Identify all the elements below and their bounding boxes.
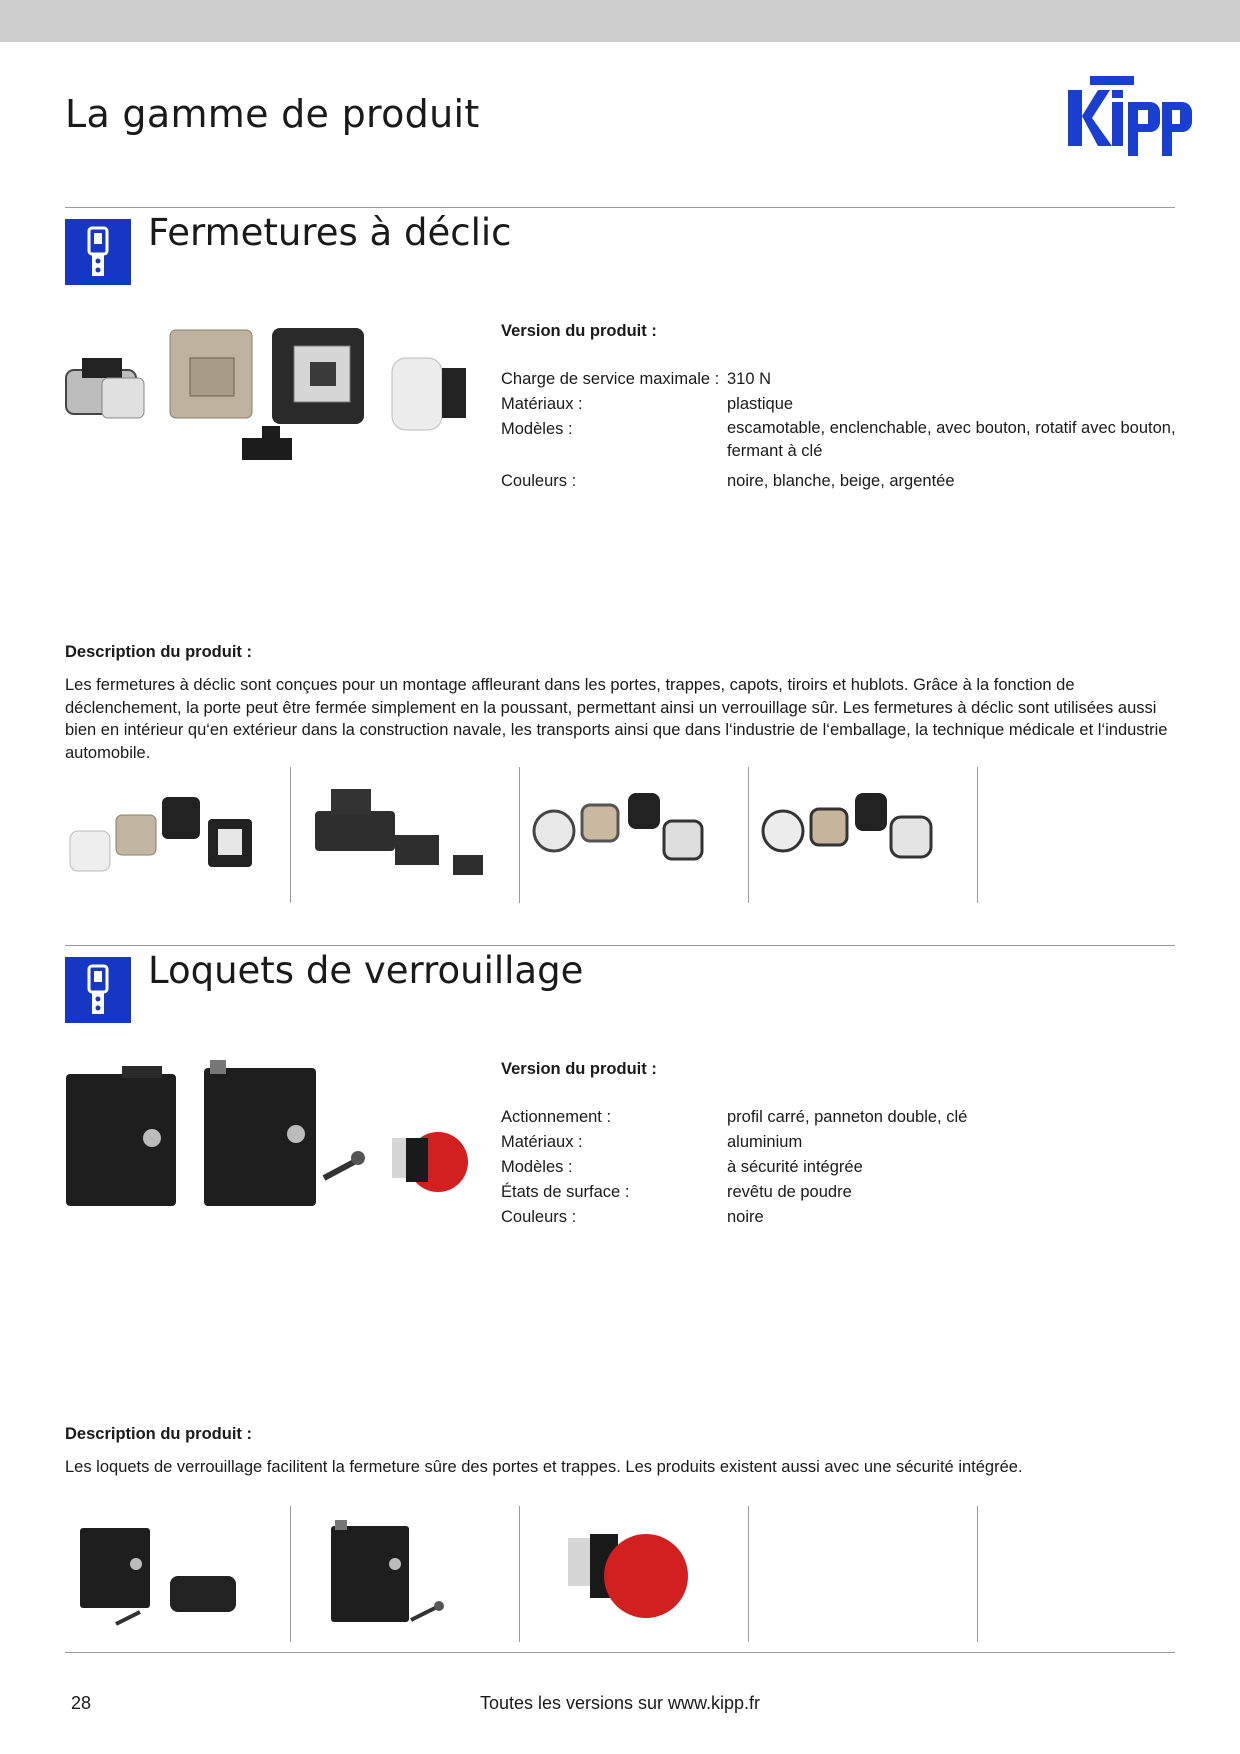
thumbnail — [520, 767, 749, 903]
spec-label: Charge de service maximale : — [501, 370, 720, 388]
spec-label: Actionnement : — [501, 1108, 612, 1126]
spec-label: Couleurs : — [501, 472, 577, 490]
locking-latches-product-photo — [62, 1058, 472, 1228]
spec-value: à sécurité intégrée — [727, 1158, 863, 1176]
spec-row — [501, 1105, 1181, 1130]
page-title: La gamme de produit — [65, 92, 480, 136]
spec-label: Couleurs : — [501, 1208, 577, 1226]
thumbnail — [62, 1506, 291, 1642]
section-divider — [65, 945, 1175, 946]
description-heading: Description du produit : — [65, 643, 252, 661]
spec-row — [501, 367, 1181, 392]
spec-row — [501, 1130, 1181, 1155]
locking-latches-thumbnails — [62, 1506, 978, 1642]
latch-icon — [65, 957, 131, 1023]
spec-label: États de surface : — [501, 1183, 630, 1201]
page-number: 28 — [71, 1693, 92, 1713]
top-bar — [0, 0, 1240, 42]
thumbnail — [291, 767, 520, 903]
spec-value: noire — [727, 1208, 764, 1226]
kipp-logo — [1068, 72, 1192, 164]
thumbnail — [291, 1506, 520, 1642]
spec-label: Matériaux : — [501, 1133, 583, 1151]
thumbnail — [749, 767, 978, 903]
section-title-snap-latches: Fermetures à déclic — [148, 211, 512, 254]
spec-value: plastique — [727, 395, 794, 413]
spec-value: escamotable, enclenchable, avec bouton, rotatif avec bouton, fermant à clé — [727, 419, 1176, 460]
spec-label: Matériaux : — [501, 395, 583, 413]
description-text: Les loquets de verrouillage facilitent la fermeture sûre des portes et trappes. Les produits existent aussi avec une sécurité intégrée. — [65, 1458, 1023, 1476]
spec-row — [501, 392, 1181, 417]
snap-latches-product-photo — [62, 318, 472, 488]
snap-latches-thumbnails — [62, 767, 978, 903]
spec-row — [501, 417, 1181, 462]
spec-value: aluminium — [727, 1133, 803, 1151]
description-heading: Description du produit : — [65, 1425, 252, 1443]
spec-value: 310 N — [727, 370, 772, 388]
thumbnail — [62, 767, 291, 903]
spec-row — [501, 469, 1181, 494]
spec-value: revêtu de poudre — [727, 1183, 852, 1201]
spec-row — [501, 1205, 1181, 1230]
snap-latches-spec-table — [501, 322, 1181, 494]
footer-divider — [65, 1652, 1175, 1653]
section-title-locking-latches: Loquets de verrouillage — [148, 949, 584, 992]
section-divider — [65, 207, 1175, 208]
description-text: Les fermetures à déclic sont conçues pour un montage affleurant dans les portes, trappes, capots, tiroirs et hublots. Grâce à la fonction de déclenchement, la porte peut être fermée simplement en la poussant, permettant ainsi un verrouillage sûr. Les fermetures à déclic sont utilisées aussi bien en intérieur qu‘en extérieur dans la construction navale, les transports ainsi que dans l‘industrie de l‘emballage, la technique médicale et l‘industrie automobile. — [65, 676, 1168, 762]
latch-icon — [65, 219, 131, 285]
spec-heading: Version du produit : — [501, 1060, 657, 1078]
thumbnail — [749, 1506, 978, 1642]
spec-label: Modèles : — [501, 1158, 573, 1176]
spec-row — [501, 1155, 1181, 1180]
spec-value: noire, blanche, beige, argentée — [727, 472, 955, 490]
thumbnail — [520, 1506, 749, 1642]
footer-website-link[interactable]: Toutes les versions sur www.kipp.fr — [479, 1693, 761, 1713]
locking-latches-spec-table — [501, 1060, 1181, 1230]
spec-heading: Version du produit : — [501, 322, 657, 340]
spec-label: Modèles : — [501, 420, 573, 438]
spec-value: profil carré, panneton double, clé — [727, 1108, 968, 1126]
spec-row — [501, 1180, 1181, 1205]
